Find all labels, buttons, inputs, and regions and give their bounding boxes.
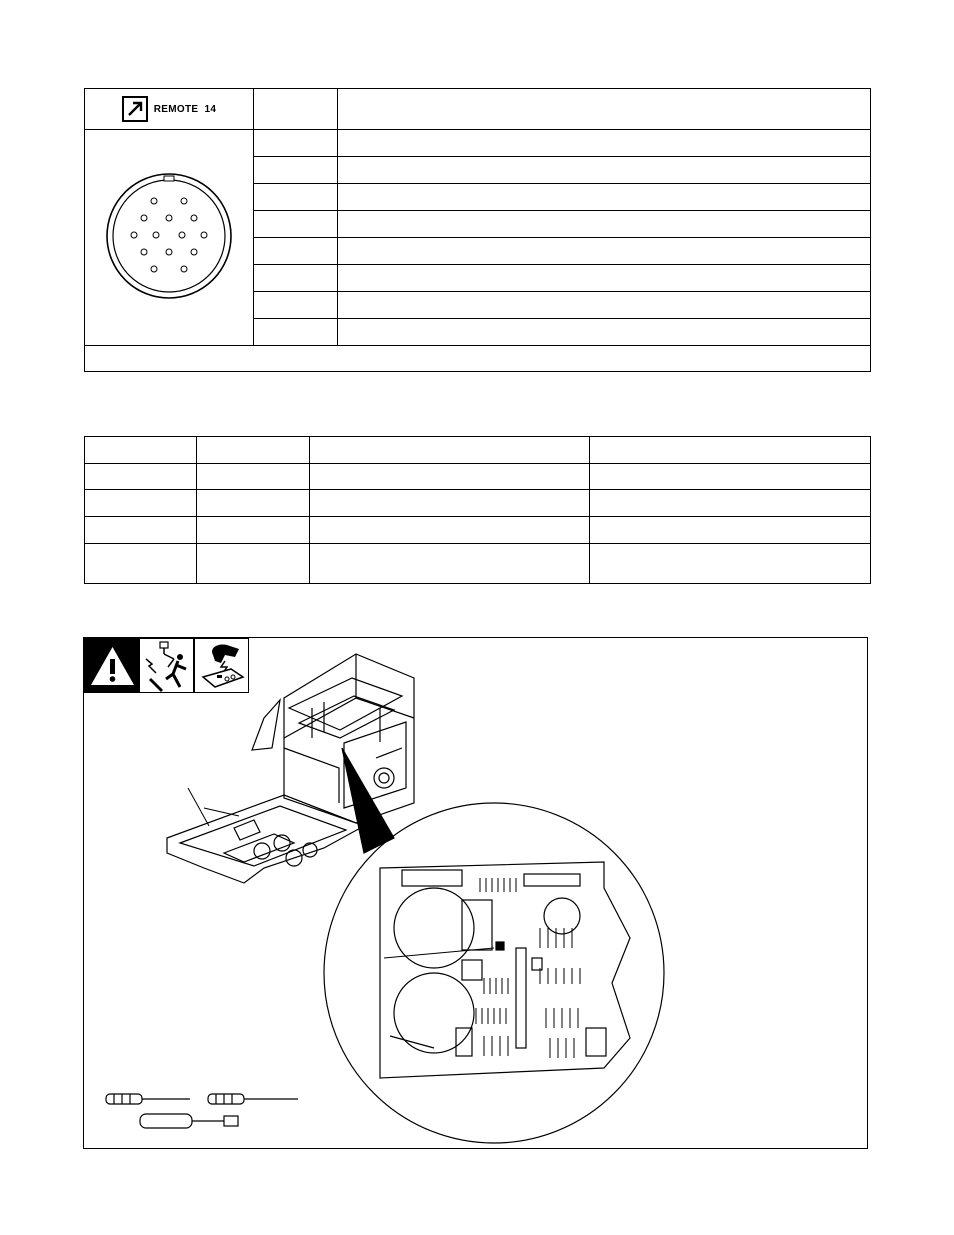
socket-header-cell — [254, 89, 338, 130]
connector-cell — [85, 130, 254, 346]
spec-cell — [85, 437, 197, 464]
info-cell — [338, 238, 871, 265]
remote-receptacle-table — [84, 88, 871, 372]
spec-cell — [310, 437, 590, 464]
info-cell — [338, 130, 871, 157]
spec-cell — [85, 490, 197, 517]
spec-cell — [310, 464, 590, 490]
info-header-cell — [338, 89, 871, 130]
figure-panel — [83, 637, 868, 1149]
spec-cell — [590, 544, 871, 584]
spec-cell — [310, 490, 590, 517]
socket-cell — [254, 292, 338, 319]
unit-cutaway-illustration — [84, 638, 868, 1149]
magnified-board-circle — [324, 803, 664, 1143]
spec-cell — [310, 517, 590, 544]
arrow-up-right-icon — [122, 96, 148, 122]
front-panel-door — [167, 795, 364, 883]
hinge-bracket — [252, 700, 280, 750]
info-cell — [338, 157, 871, 184]
nut-driver-icon — [140, 1114, 238, 1128]
spec-cell — [197, 464, 310, 490]
socket-cell — [254, 319, 338, 346]
remote-label: REMOTE 14 — [153, 103, 217, 115]
flat-screwdriver-icon — [208, 1094, 298, 1104]
spec-cell — [310, 544, 590, 584]
socket-cell — [254, 238, 338, 265]
info-cell — [338, 265, 871, 292]
socket-cell — [254, 265, 338, 292]
socket-cell — [254, 211, 338, 238]
spec-cell — [590, 517, 871, 544]
remote-connector-14-pin-icon — [104, 171, 234, 301]
phillips-screwdriver-icon — [106, 1094, 190, 1104]
socket-cell — [254, 157, 338, 184]
spec-cell — [197, 544, 310, 584]
info-cell — [338, 184, 871, 211]
socket-cell — [254, 184, 338, 211]
remote-header-cell — [85, 89, 254, 130]
pc-board-outline — [380, 862, 630, 1078]
spec-cell — [85, 517, 197, 544]
spec-cell — [197, 517, 310, 544]
spec-cell — [197, 437, 310, 464]
table-footer-cell — [85, 346, 871, 372]
info-cell — [338, 211, 871, 238]
info-cell — [338, 292, 871, 319]
spec-cell — [590, 437, 871, 464]
spec-table — [84, 436, 871, 584]
info-cell — [338, 319, 871, 346]
spec-cell — [85, 464, 197, 490]
spec-cell — [590, 490, 871, 517]
spec-cell — [590, 464, 871, 490]
spec-cell — [85, 544, 197, 584]
spec-cell — [197, 490, 310, 517]
socket-cell — [254, 130, 338, 157]
